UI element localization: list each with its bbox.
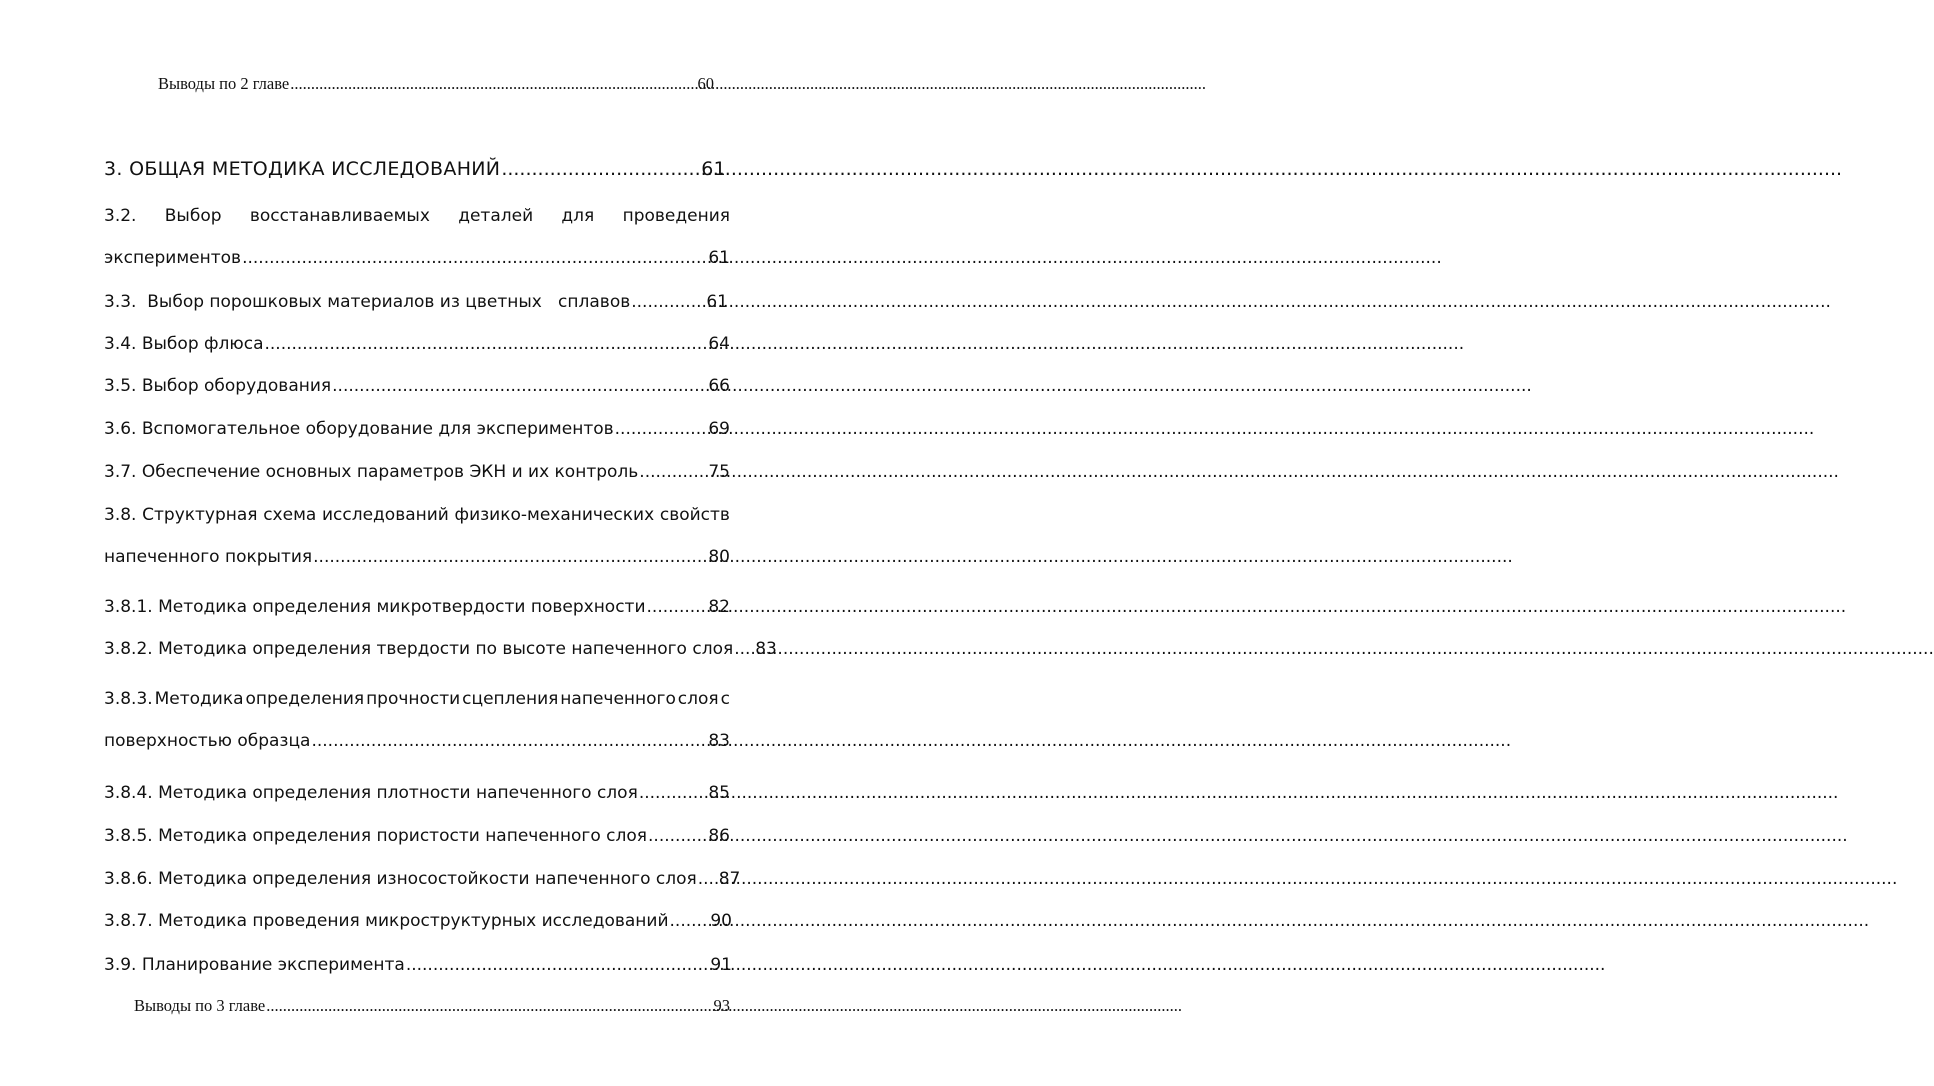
toc-entry-label: 3.5. Выбор оборудования — [104, 376, 332, 396]
toc-entry-label: 3.9. Планирование эксперимента — [104, 955, 405, 975]
toc-entry-label: напеченного покрытия — [104, 547, 313, 567]
toc-entry-page: 91 — [710, 955, 732, 975]
toc-entry-3-8-2[interactable] — [104, 639, 777, 659]
toc-entry-page: 87 — [718, 869, 741, 889]
toc-entry-3-8-4[interactable] — [104, 783, 730, 803]
toc-entry-label: 3.7. Обеспечение основных параметров ЭКН и их контроль — [104, 462, 639, 482]
toc-entry-page: 61 — [708, 248, 730, 268]
toc-entry-page: 69 — [708, 419, 730, 439]
toc-entry-page: 80 — [708, 547, 730, 567]
word: схема — [263, 505, 317, 525]
toc-entry-3-8-7[interactable] — [104, 911, 732, 931]
toc-entry-3-8-line1[interactable] — [104, 505, 730, 525]
toc-entry-label: экспериментов — [104, 248, 242, 268]
dot-leader — [670, 911, 710, 931]
word: прочности — [366, 689, 461, 709]
chapter-title: 3. ОБЩАЯ МЕТОДИКА ИССЛЕДОВАНИЙ — [104, 158, 501, 180]
dot-leader — [242, 248, 707, 268]
toc-entry-conclusions-ch2[interactable] — [158, 74, 714, 94]
toc-entry-page: 83 — [755, 639, 777, 659]
word: деталей — [458, 206, 534, 226]
toc-entry-3-7[interactable] — [104, 462, 730, 482]
word: для — [561, 206, 595, 226]
toc-entry-label: 3.8.6. Методика определения износостойкости напеченного слоя — [104, 869, 697, 889]
toc-entry-3-2-line1[interactable] — [104, 206, 730, 226]
toc-entry-page: 64 — [708, 334, 730, 354]
word: физико-механических — [454, 505, 655, 525]
dot-leader — [264, 334, 707, 354]
dot-leader — [639, 462, 707, 482]
word: напеченного — [560, 689, 676, 709]
word: определения — [245, 689, 365, 709]
dot-leader — [734, 639, 754, 659]
toc-entry-3-9[interactable] — [104, 955, 732, 975]
word: проведения — [622, 206, 730, 226]
toc-entry-3-8-line2[interactable] — [104, 547, 730, 567]
toc-entry-label: 3.8.5. Методика определения пористости напеченного слоя — [104, 826, 648, 846]
dot-leader — [290, 74, 696, 94]
toc-entry-3-8-5[interactable] — [104, 826, 730, 846]
dot-leader — [311, 731, 707, 751]
word: слоя — [677, 689, 719, 709]
dot-leader — [647, 597, 708, 617]
dot-leader — [631, 292, 705, 312]
word: с — [720, 689, 730, 709]
toc-entry-page: 83 — [708, 731, 730, 751]
toc-entry-conclusions-ch3[interactable] — [134, 996, 730, 1016]
word: Выбор — [164, 206, 222, 226]
toc-entry-page: 85 — [708, 783, 730, 803]
toc-entry-3-6[interactable] — [104, 419, 730, 439]
dot-leader — [266, 996, 712, 1016]
toc-entry-3-8-3-line1[interactable] — [104, 689, 730, 709]
dot-leader — [648, 826, 707, 846]
toc-entry-page: 82 — [708, 597, 730, 617]
toc-entry-3-8-1[interactable] — [104, 597, 730, 617]
dot-leader — [406, 955, 710, 975]
toc-entry-label: 3.8.1. Методика определения микротвердости поверхности — [104, 597, 646, 617]
word: исследований — [321, 505, 449, 525]
word: 3.2. — [104, 206, 137, 226]
toc-page — [0, 0, 794, 1086]
word: сцепления — [462, 689, 559, 709]
dot-leader — [639, 783, 708, 803]
toc-entry-page: 60 — [697, 74, 714, 93]
dot-leader — [501, 158, 700, 180]
toc-entry-label: 3.4. Выбор флюса — [104, 334, 264, 354]
word: восстанавливаемых — [249, 206, 430, 226]
toc-entry-3-4[interactable] — [104, 334, 730, 354]
toc-entry-3-8-6[interactable] — [104, 869, 741, 889]
toc-entry-page: 66 — [708, 376, 730, 396]
toc-entry-page: 61 — [706, 292, 728, 312]
toc-entry-label: Выводы по 2 главе — [158, 74, 290, 93]
toc-entry-chapter-3[interactable] — [104, 158, 726, 180]
dot-leader — [698, 869, 718, 889]
word: Структурная — [142, 505, 258, 525]
toc-entry-label: 3.6. Вспомогательное оборудование для экспериментов — [104, 419, 614, 439]
toc-entry-label: 3.8.7. Методика проведения микроструктурных исследований — [104, 911, 669, 931]
toc-entry-3-5[interactable] — [104, 376, 730, 396]
word: 3.8.3. — [104, 689, 153, 709]
dot-leader — [332, 376, 707, 396]
toc-entry-label: поверхностью образца — [104, 731, 311, 751]
toc-entry-3-2-line2[interactable] — [104, 248, 730, 268]
dot-leader — [615, 419, 708, 439]
word: свойств — [659, 505, 730, 525]
toc-entry-page: 86 — [708, 826, 730, 846]
dot-leader — [313, 547, 707, 567]
toc-entry-page: 90 — [710, 911, 732, 931]
toc-entry-label: 3.8.4. Методика определения плотности напеченного слоя — [104, 783, 638, 803]
toc-entry-3-8-3-line2[interactable] — [104, 731, 730, 751]
toc-entry-3-3[interactable] — [104, 292, 728, 312]
toc-entry-page: 93 — [713, 996, 730, 1015]
toc-entry-label: 3.8.2. Методика определения твердости по высоте напеченного слоя — [104, 639, 734, 659]
toc-entry-page: 75 — [708, 462, 730, 482]
toc-entry-label: 3.3. Выбор порошковых материалов из цветных сплавов — [104, 292, 631, 312]
toc-entry-label: Выводы по 3 главе — [134, 996, 266, 1015]
word: Методика — [154, 689, 244, 709]
word: 3.8. — [104, 505, 137, 525]
toc-entry-page: 61 — [701, 158, 726, 180]
